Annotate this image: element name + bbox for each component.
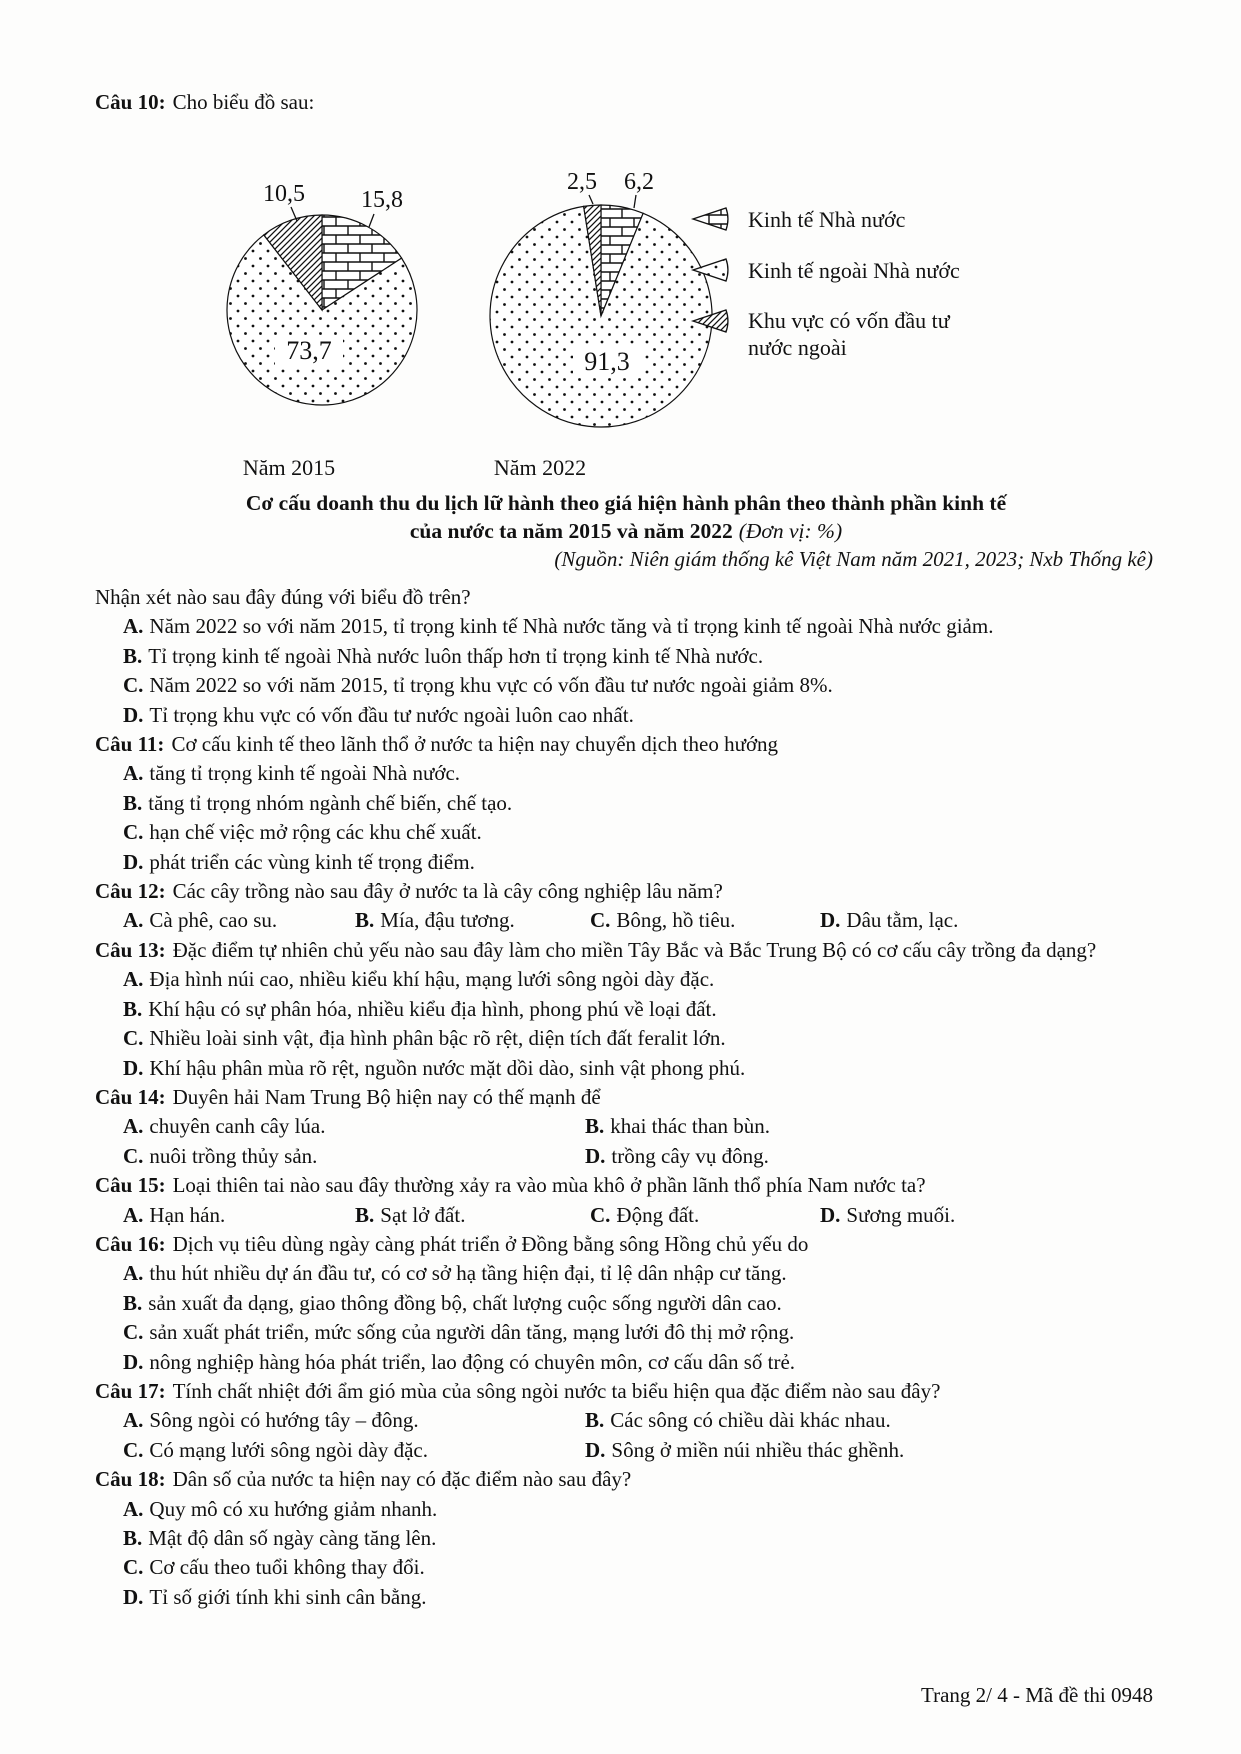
q10-option-d (95, 701, 1157, 730)
legend-item-fdi (690, 307, 1020, 361)
q18-option-c (95, 1553, 1157, 1582)
q16-option-d (95, 1348, 1157, 1377)
option-text: hạn chế việc mở rộng các khu chế xuất. (149, 820, 482, 845)
legend-label-nonstate: Kinh tế ngoài Nhà nước (748, 257, 960, 283)
option-text: Khí hậu có sự phân hóa, nhiều kiểu địa hình, phong phú về loại đất. (148, 996, 717, 1021)
pie-2015-nonstate-value: 73,7 (286, 336, 332, 365)
q17-option-d (585, 1436, 1157, 1465)
option-letter: C. (590, 908, 611, 933)
option-letter: C. (123, 1143, 144, 1168)
option-text: nông nghiệp hàng hóa phát triển, lao động có chuyên môn, cơ cấu dân số trẻ. (149, 1349, 796, 1374)
option-letter: D. (585, 1437, 606, 1462)
question-10-intro: Cho biểu đồ sau: (172, 90, 315, 114)
legend-item-state (690, 205, 1020, 233)
question-16-label: Câu 16: (95, 1231, 166, 1256)
option-text: tăng tỉ trọng nhóm ngành chế biến, chế tạo. (148, 790, 513, 815)
option-letter: D. (123, 849, 144, 874)
page-content (95, 88, 1157, 1612)
option-text: Tỉ trọng kinh tế ngoài Nhà nước luôn thấp hơn tỉ trọng kinh tế Nhà nước. (148, 643, 764, 668)
q17-option-b (585, 1406, 1157, 1435)
option-letter: A. (123, 967, 144, 992)
leader-line-2022-state (634, 195, 636, 208)
year-label-2015: Năm 2015 (242, 455, 336, 480)
question-17-stem: Tính chất nhiệt đới ẩm gió mùa của sông ngòi nước ta biểu hiện qua đặc điểm nào sau đây? (172, 1378, 941, 1403)
q11-option-d (95, 848, 1157, 877)
question-12-stem: Các cây trồng nào sau đây ở nước ta là cây công nghiệp lâu năm? (172, 879, 723, 904)
question-13-stem-line (95, 936, 1157, 965)
question-14-stem-line (95, 1083, 1157, 1112)
questions-block (95, 583, 1157, 1612)
q14-option-d (585, 1142, 1157, 1171)
option-letter: B. (355, 1202, 375, 1227)
option-text: Mật độ dân số ngày càng tăng lên. (148, 1526, 437, 1550)
option-letter: A. (123, 614, 144, 639)
option-text: Sông ngòi có hướng tây – đông. (149, 1408, 419, 1433)
q16-option-b (95, 1289, 1157, 1318)
option-text: nuôi trồng thủy sản. (149, 1143, 318, 1168)
option-text: Nhiều loài sinh vật, địa hình phân bậc rõ rệt, diện tích đất feralit lớn. (149, 1026, 726, 1051)
option-letter: B. (123, 790, 143, 815)
question-16-stem-line (95, 1230, 1157, 1259)
question-11-stem: Cơ cấu kinh tế theo lãnh thổ ở nước ta hiện nay chuyển dịch theo hướng (171, 732, 779, 757)
option-letter: A. (123, 1496, 144, 1521)
question-18-stem-line (95, 1465, 1157, 1494)
option-text: Các sông có chiều dài khác nhau. (610, 1408, 891, 1433)
q15-option-b (355, 1201, 590, 1230)
option-text: tăng tỉ trọng kinh tế ngoài Nhà nước. (149, 761, 461, 786)
option-letter: B. (123, 996, 143, 1021)
q15-option-a (123, 1201, 355, 1230)
legend-label-state: Kinh tế Nhà nước (748, 206, 906, 232)
option-letter: A. (123, 1261, 144, 1286)
option-letter: B. (123, 1290, 143, 1315)
q15-option-d (820, 1201, 1157, 1230)
page-footer: Trang 2/ 4 - Mã đề thi 0948 (921, 1683, 1153, 1707)
option-text: Sương muối. (846, 1202, 956, 1227)
option-text: Sạt lở đất. (380, 1202, 466, 1227)
q12-option-c (590, 906, 820, 935)
option-text: sản xuất đa dạng, giao thông đồng bộ, chất lượng cuộc sống người dân cao. (148, 1290, 782, 1315)
question-10-label: Câu 10: (95, 90, 166, 114)
question-11-label: Câu 11: (95, 732, 165, 757)
option-text: Bông, hồ tiêu. (616, 908, 736, 933)
question-14-stem: Duyên hải Nam Trung Bộ hiện nay có thế mạnh để (172, 1084, 601, 1109)
option-letter: A. (123, 908, 144, 933)
question-13-stem: Đặc điểm tự nhiên chủ yếu nào sau đây làm cho miền Tây Bắc và Bắc Trung Bộ có cơ cấu cây trồng đa dạng? (172, 937, 1097, 962)
q13-option-a (95, 965, 1157, 994)
question-10-stem: Nhận xét nào sau đây đúng với biểu đồ trên? (95, 585, 471, 609)
chart-unit-note: (Đơn vị: %) (738, 519, 843, 543)
pie-2022-fdi-value: 2,5 (567, 169, 597, 195)
q12-option-a (123, 906, 355, 935)
q17-options-row-2 (95, 1436, 1157, 1465)
q10-option-a (95, 612, 1157, 641)
question-18-label: Câu 18: (95, 1467, 166, 1492)
option-text: Mía, đậu tương. (380, 908, 515, 933)
q17-option-a (123, 1406, 585, 1435)
q15-option-c (590, 1201, 820, 1230)
option-letter: D. (123, 1055, 144, 1080)
option-letter: C. (123, 1555, 144, 1580)
chart-title-line2 (95, 517, 1157, 545)
option-letter: B. (123, 1526, 143, 1550)
option-letter: A. (123, 1408, 144, 1433)
option-text: chuyên canh cây lúa. (149, 1114, 326, 1139)
q12-option-d (820, 906, 1157, 935)
leader-line-2015-state (369, 214, 374, 227)
q18-option-b (95, 1524, 1157, 1553)
pie-chart-2015 (197, 135, 447, 435)
option-text: khai thác than bùn. (610, 1114, 771, 1139)
q14-option-c (123, 1142, 585, 1171)
option-text: Dâu tằm, lạc. (846, 908, 959, 933)
option-text: Có mạng lưới sông ngòi dày đặc. (149, 1437, 428, 1462)
chart-source: (Nguồn: Niên giám thống kê Việt Nam năm 2021, 2023; Nxb Thống kê) (554, 547, 1153, 571)
option-letter: D. (820, 908, 841, 933)
q14-options-row-2 (95, 1142, 1157, 1171)
option-letter: C. (590, 1202, 611, 1227)
option-letter: D. (123, 702, 144, 727)
chart-title-line2-text: của nước ta năm 2015 và năm 2022 (409, 519, 733, 543)
option-letter: C. (123, 820, 144, 845)
year-label-2022: Năm 2022 (493, 455, 587, 480)
question-17-stem-line (95, 1377, 1157, 1406)
option-text: Cà phê, cao su. (149, 908, 278, 933)
option-text: Năm 2022 so với năm 2015, tỉ trọng kinh tế Nhà nước tăng và tỉ trọng kinh tế ngoài Nhà nước giảm. (149, 614, 994, 639)
option-text: Năm 2022 so với năm 2015, tỉ trọng khu vực có vốn đầu tư nước ngoài giảm 8%. (149, 673, 833, 698)
q13-option-b (95, 995, 1157, 1024)
legend-item-nonstate (690, 256, 1020, 284)
q12-option-b (355, 906, 590, 935)
option-text: Tỉ trọng khu vực có vốn đầu tư nước ngoài luôn cao nhất. (149, 702, 634, 727)
option-text: Khí hậu phân mùa rõ rệt, nguồn nước mặt dồi dào, sinh vật phong phú. (149, 1055, 746, 1080)
option-text: trồng cây vụ đông. (611, 1143, 769, 1168)
q14-options-row-1 (95, 1112, 1157, 1141)
legend-label-fdi: Khu vực có vốn đầu tư nước ngoài (748, 308, 950, 360)
chart-figure (95, 117, 1157, 583)
option-letter: C. (123, 1320, 144, 1345)
q13-option-c (95, 1024, 1157, 1053)
q16-option-a (95, 1259, 1157, 1288)
option-text: Tỉ số giới tính khi sinh cân bằng. (149, 1584, 427, 1609)
option-text: thu hút nhiều dự án đầu tư, có cơ sở hạ tầng hiện đại, tỉ lệ dân nhập cư tăng. (149, 1261, 787, 1286)
q11-option-b (95, 789, 1157, 818)
option-letter: B. (585, 1114, 605, 1139)
option-text: sản xuất phát triển, mức sống của người dân tăng, mạng lưới đô thị mở rộng. (149, 1320, 795, 1345)
q11-option-c (95, 818, 1157, 847)
question-11-stem-line (95, 730, 1157, 759)
question-16-stem: Dịch vụ tiêu dùng ngày càng phát triển ở Đồng bằng sông Hồng chủ yếu do (172, 1231, 809, 1256)
question-12-label: Câu 12: (95, 879, 166, 904)
pie-2015-state-value: 15,8 (361, 187, 403, 213)
option-letter: C. (123, 1437, 144, 1462)
question-17-label: Câu 17: (95, 1378, 166, 1403)
chart-title-line1: Cơ cấu doanh thu du lịch lữ hành theo giá hiện hành phân theo thành phần kinh tế (245, 491, 1007, 515)
option-letter: D. (123, 1584, 144, 1609)
pie-2022-state-value: 6,2 (624, 169, 654, 195)
q10-option-c (95, 671, 1157, 700)
option-letter: D. (585, 1143, 606, 1168)
question-15-stem-line (95, 1171, 1157, 1200)
option-letter: B. (585, 1408, 605, 1433)
q13-option-d (95, 1054, 1157, 1083)
question-14-label: Câu 14: (95, 1084, 166, 1109)
option-letter: C. (123, 1026, 144, 1051)
q17-options-row-1 (95, 1406, 1157, 1435)
option-text: phát triển các vùng kinh tế trọng điểm. (149, 849, 475, 874)
question-15-stem: Loại thiên tai nào sau đây thường xảy ra vào mùa khô ở phần lãnh thổ phía Nam nước ta? (172, 1173, 926, 1198)
option-text: Hạn hán. (149, 1202, 226, 1227)
q14-option-b (585, 1112, 1157, 1141)
q17-option-c (123, 1436, 585, 1465)
chart-legend (690, 205, 1020, 361)
q18-option-d (95, 1583, 1157, 1612)
q12-options-row (95, 906, 1157, 935)
option-text: Địa hình núi cao, nhiều kiểu khí hậu, mạng lưới sông ngòi dày đặc. (149, 967, 715, 992)
option-letter: B. (123, 643, 143, 668)
option-letter: B. (355, 908, 375, 933)
option-text: Cơ cấu theo tuổi không thay đổi. (149, 1555, 425, 1580)
question-10-intro-line (95, 88, 1157, 117)
dots-wedge-icon (690, 256, 734, 284)
q14-option-a (123, 1112, 585, 1141)
q18-option-a (95, 1495, 1157, 1524)
question-15-label: Câu 15: (95, 1173, 166, 1198)
q15-options-row (95, 1201, 1157, 1230)
option-letter: D. (820, 1202, 841, 1227)
option-text: Động đất. (616, 1202, 700, 1227)
option-letter: A. (123, 1114, 144, 1139)
q10-option-b (95, 642, 1157, 671)
pie-2015-fdi-value: 10,5 (263, 181, 305, 207)
hatch-wedge-icon (690, 307, 734, 335)
question-12-stem-line (95, 877, 1157, 906)
leader-line-2022-fdi (589, 195, 593, 204)
option-letter: C. (123, 673, 144, 698)
question-18-stem: Dân số của nước ta hiện nay có đặc điểm nào sau đây? (172, 1467, 632, 1492)
option-text: Sông ở miền núi nhiều thác ghềnh. (611, 1437, 905, 1462)
pie-2022-nonstate-value: 91,3 (584, 347, 630, 376)
option-letter: A. (123, 1202, 144, 1227)
option-letter: A. (123, 761, 144, 786)
option-letter: D. (123, 1349, 144, 1374)
q11-option-a (95, 759, 1157, 788)
option-text: Quy mô có xu hướng giảm nhanh. (149, 1496, 438, 1521)
q16-option-c (95, 1318, 1157, 1347)
brick-wedge-icon (690, 205, 734, 233)
question-13-label: Câu 13: (95, 937, 166, 962)
